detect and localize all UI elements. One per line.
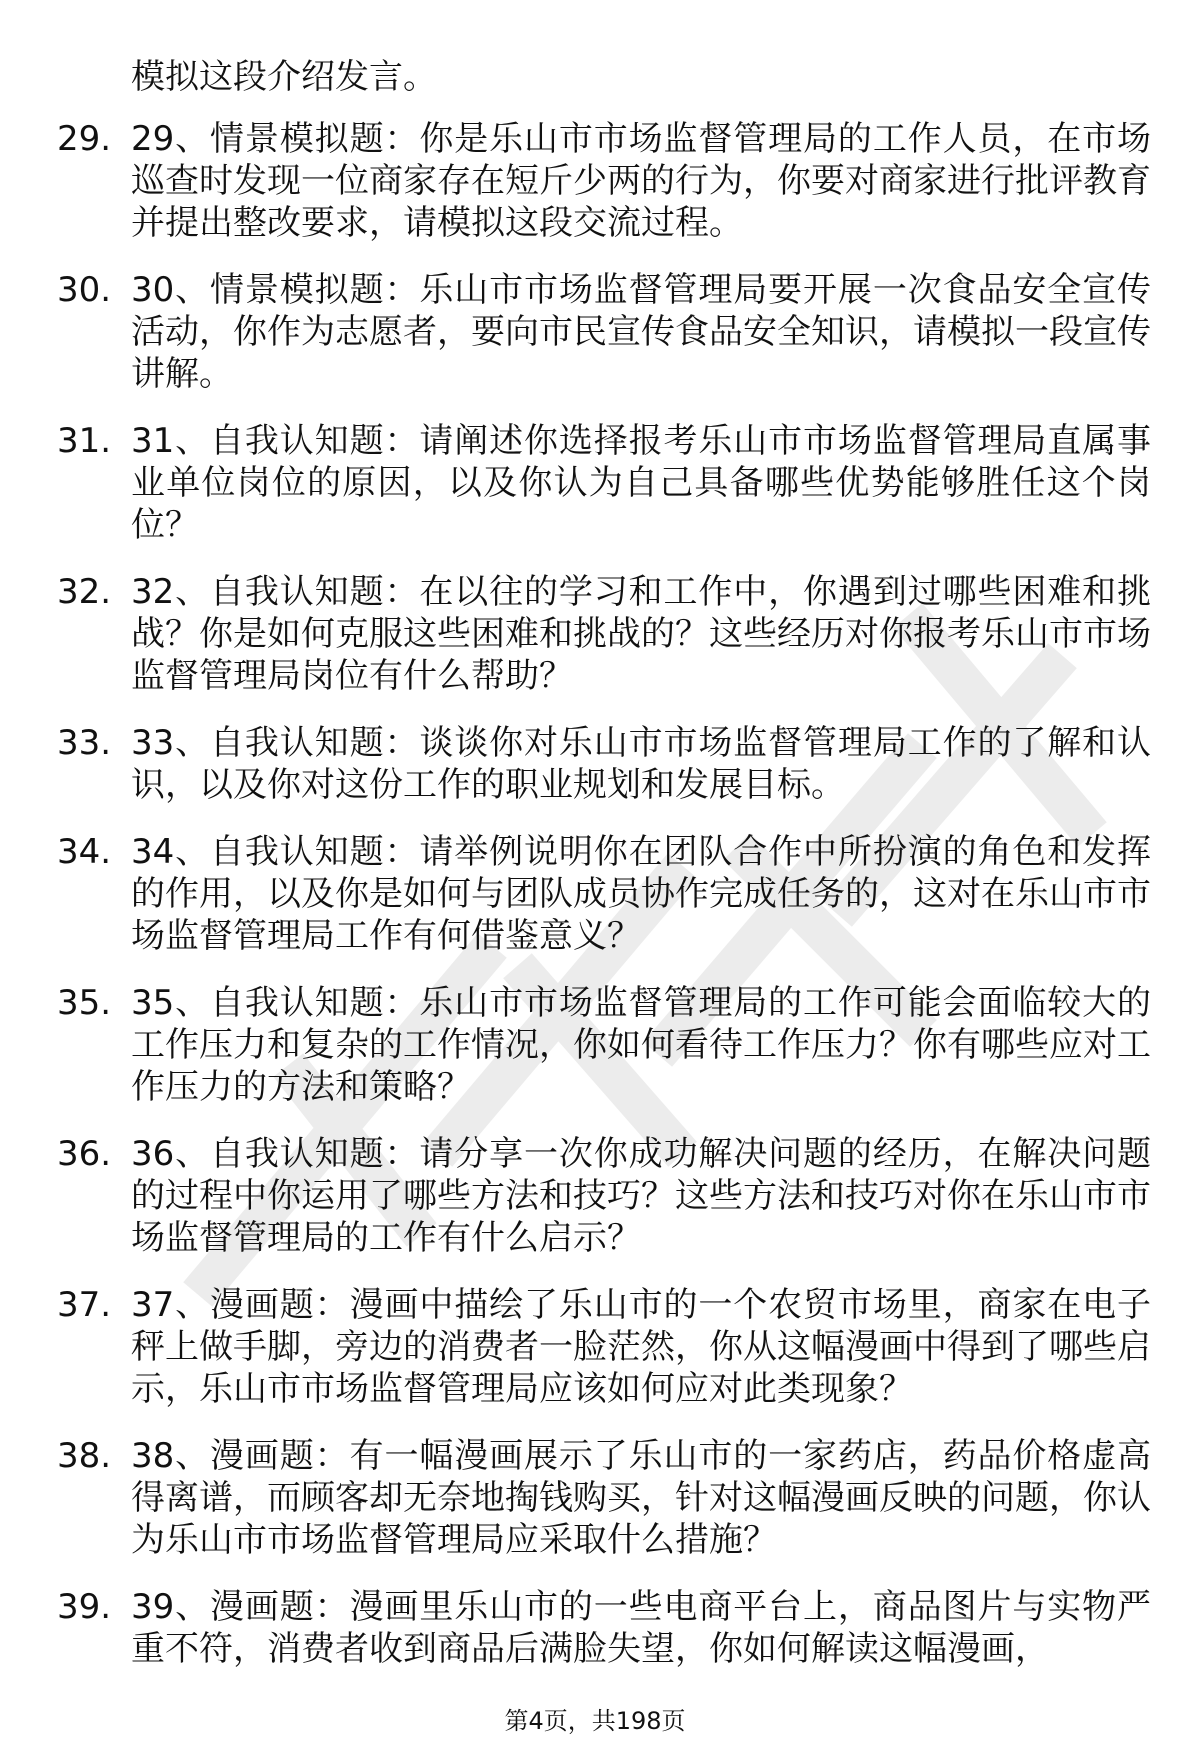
question-item	[0, 1435, 1190, 1561]
question-text: 39、漫画题：漫画里乐山市的一些电商平台上，商品图片与实物严重不符，消费者收到商品后满脸失望，你如何解读这幅漫画，	[131, 1587, 1151, 1669]
question-number: 35.	[57, 983, 112, 1023]
question-number: 36.	[57, 1134, 112, 1174]
question-item	[0, 571, 1190, 697]
question-text: 31、自我认知题：请阐述你选择报考乐山市市场监督管理局直属事业单位岗位的原因，以及你认为自己具备哪些优势能够胜任这个岗位？	[131, 421, 1151, 545]
question-item	[0, 722, 1190, 806]
question-text: 34、自我认知题：请举例说明你在团队合作中所扮演的角色和发挥的作用，以及你是如何与团队成员协作完成任务的，这对在乐山市市场监督管理局工作有何借鉴意义？	[131, 832, 1151, 956]
question-text: 32、自我认知题：在以往的学习和工作中，你遇到过哪些困难和挑战？你是如何克服这些困难和挑战的？这些经历对你报考乐山市市场监督管理局岗位有什么帮助？	[131, 572, 1151, 696]
question-text: 37、漫画题：漫画中描绘了乐山市的一个农贸市场里，商家在电子秤上做手脚，旁边的消费者一脸茫然，你从这幅漫画中得到了哪些启示，乐山市市场监督管理局应该如何应对此类现象？	[131, 1285, 1151, 1409]
question-text: 29、情景模拟题：你是乐山市市场监督管理局的工作人员，在市场巡查时发现一位商家存在短斤少两的行为，你要对商家进行批评教育并提出整改要求，请模拟这段交流过程。	[131, 119, 1151, 243]
question-number: 39.	[57, 1587, 112, 1627]
question-item	[0, 982, 1190, 1108]
page-footer: 第4页，共198页	[504, 1707, 686, 1735]
question-text: 30、情景模拟题：乐山市市场监督管理局要开展一次食品安全宣传活动，你作为志愿者，要向市民宣传食品安全知识，请模拟一段宣传讲解。	[131, 270, 1151, 394]
question-number: 34.	[57, 832, 112, 872]
question-number: 30.	[57, 270, 112, 310]
question-item	[0, 831, 1190, 957]
question-text: 35、自我认知题：乐山市市场监督管理局的工作可能会面临较大的工作压力和复杂的工作情况，你如何看待工作压力？你有哪些应对工作压力的方法和策略？	[131, 983, 1151, 1107]
question-item	[0, 420, 1190, 546]
question-number: 37.	[57, 1285, 112, 1325]
question-item	[0, 1586, 1190, 1670]
question-text: 33、自我认知题：谈谈你对乐山市市场监督管理局工作的了解和认识，以及你对这份工作的职业规划和发展目标。	[131, 723, 1151, 805]
question-number: 38.	[57, 1436, 112, 1476]
question-item	[0, 269, 1190, 395]
question-item	[0, 1284, 1190, 1410]
question-number: 31.	[57, 421, 112, 461]
question-item	[0, 1133, 1190, 1259]
question-number: 33.	[57, 723, 112, 763]
question-list	[0, 118, 1190, 1695]
question-number: 29.	[57, 119, 112, 159]
question-number: 32.	[57, 572, 112, 612]
question-text: 38、漫画题：有一幅漫画展示了乐山市的一家药店，药品价格虚高得离谱，而顾客却无奈地掏钱购买，针对这幅漫画反映的问题，你认为乐山市市场监督管理局应采取什么措施？	[131, 1436, 1151, 1560]
intro-tail-text: 模拟这段介绍发言。	[131, 57, 437, 97]
question-text: 36、自我认知题：请分享一次你成功解决问题的经历，在解决问题的过程中你运用了哪些方法和技巧？这些方法和技巧对你在乐山市市场监督管理局的工作有什么启示？	[131, 1134, 1151, 1258]
question-item	[0, 118, 1190, 244]
